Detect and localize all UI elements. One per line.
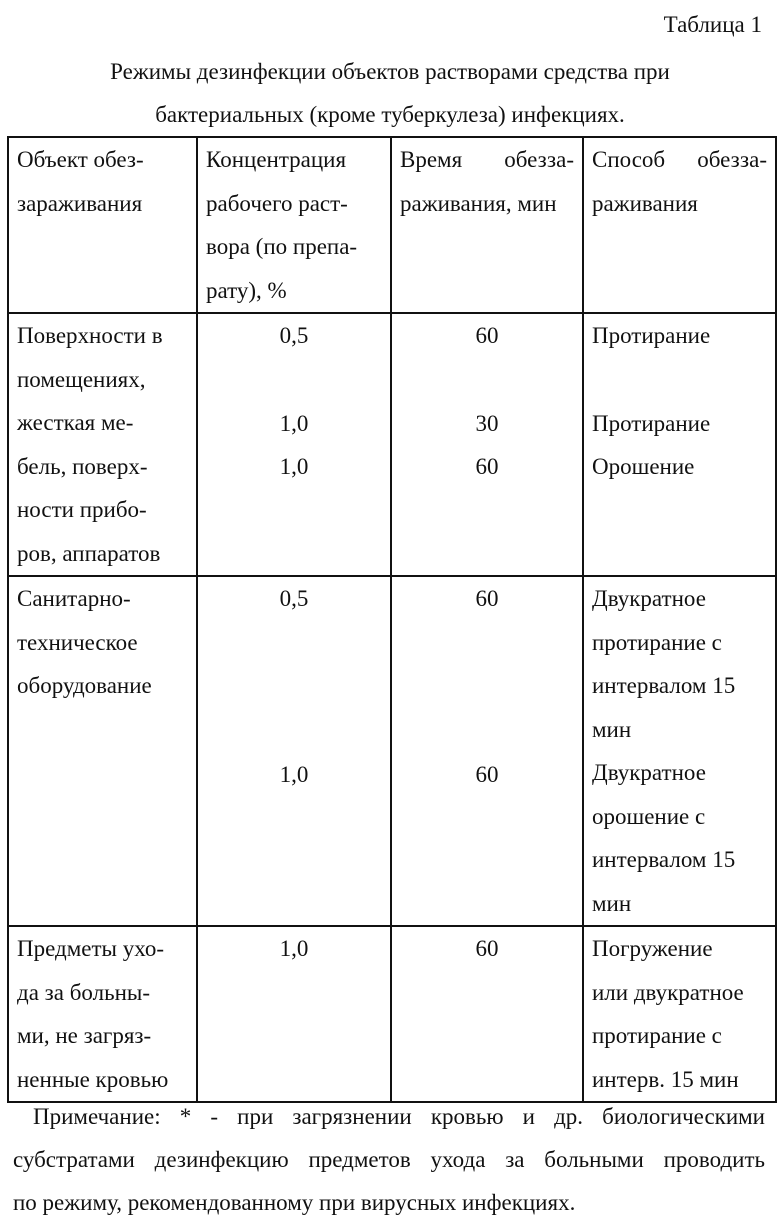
method-line: интерв. 15 мин [592, 1066, 739, 1092]
header-method-line: раживания [592, 190, 698, 216]
method-line: мин [592, 890, 632, 916]
header-time-line: раживания, мин [400, 190, 557, 216]
table-row [8, 576, 776, 926]
header-method-line [592, 138, 767, 182]
table-title [0, 50, 780, 136]
method-value: Протирание [592, 410, 711, 436]
object-line: Предметы ухо- [17, 936, 165, 961]
time-cell [391, 313, 583, 576]
time-value: 60 [475, 761, 499, 787]
object-line: оборудование [17, 673, 152, 698]
header-object-line: Объект обез- [17, 147, 144, 172]
concentration-value: 1,0 [279, 761, 309, 787]
header-time-word: Время [400, 147, 463, 172]
header-concentration-line: вора (по препа- [206, 234, 358, 259]
object-line: ми, не загряз- [17, 1023, 152, 1048]
object-cell [8, 313, 197, 576]
concentration-value: 1,0 [279, 936, 309, 961]
object-cell [8, 576, 197, 926]
method-cell [583, 926, 776, 1102]
table-row [8, 926, 776, 1102]
method-line: протирание с [592, 629, 722, 655]
method-line: мин [592, 716, 632, 742]
concentration-value: 0,5 [279, 586, 309, 611]
method-value: Протирание [592, 323, 711, 348]
header-concentration [197, 137, 391, 313]
object-cell [8, 926, 197, 1102]
object-line: ров, аппаратов [17, 540, 161, 566]
time-cell [391, 926, 583, 1102]
object-line: да за больны- [17, 979, 150, 1005]
concentration-value: 1,0 [279, 454, 309, 479]
table-note [13, 1095, 765, 1224]
header-method [583, 137, 776, 313]
concentration-value: 1,0 [279, 410, 309, 436]
object-line: помещениях, [17, 366, 146, 392]
object-line: Поверхности в [17, 323, 163, 348]
time-value: 30 [475, 410, 499, 436]
object-line: ности прибо- [17, 497, 147, 522]
object-line: Санитарно- [17, 586, 131, 611]
table-number: Таблица 1 [663, 12, 762, 37]
table-header-row [8, 137, 776, 313]
note-line: по режиму, рекомендованному при вирусных инфекциях. [13, 1190, 576, 1215]
method-line: Погружение [592, 936, 713, 961]
time-value: 60 [475, 936, 499, 961]
method-line: или двукратное [592, 979, 744, 1005]
header-concentration-line: рату), % [206, 277, 287, 303]
concentration-cell [197, 313, 391, 576]
note-line: Примечание: * - при загрязнении кровью и др. биологическими [33, 1104, 765, 1129]
header-concentration-line: рабочего раст- [206, 190, 348, 216]
concentration-value: 0,5 [279, 323, 309, 348]
method-line: интервалом 15 [592, 847, 736, 872]
method-value: Орошение [592, 454, 695, 479]
concentration-cell [197, 926, 391, 1102]
header-method-word: обезза- [697, 147, 767, 172]
table-row [8, 313, 776, 576]
header-time-word: обезза- [504, 147, 574, 172]
disinfection-regimes-table [7, 136, 777, 1103]
method-line: Двукратное [592, 586, 706, 611]
title-line-1: Режимы дезинфекции объектов растворами средства при [110, 59, 670, 84]
header-object-line: зараживания [17, 190, 143, 216]
header-method-word: Способ [592, 147, 666, 172]
header-object [8, 137, 197, 313]
time-value: 60 [475, 323, 499, 348]
object-line: бель, поверх- [17, 453, 148, 479]
method-line: интервалом 15 [592, 673, 736, 698]
method-line: протирание с [592, 1023, 722, 1048]
header-concentration-line: Концентрация [206, 147, 347, 172]
time-cell [391, 576, 583, 926]
method-line: Двукратное [592, 760, 706, 785]
note-line: субстратами дезинфекцию предметов ухода за больными проводить [13, 1147, 765, 1172]
header-time [391, 137, 583, 313]
object-line: техническое [17, 629, 138, 655]
method-cell [583, 576, 776, 926]
time-value: 60 [475, 586, 499, 611]
object-line: жесткая ме- [17, 410, 134, 435]
title-line-2: бактериальных (кроме туберкулеза) инфекциях. [155, 102, 625, 127]
header-time-line [400, 138, 574, 182]
concentration-cell [197, 576, 391, 926]
object-line: ненные кровью [17, 1066, 169, 1092]
method-cell [583, 313, 776, 576]
method-line: орошение с [592, 803, 706, 829]
time-value: 60 [475, 454, 499, 479]
